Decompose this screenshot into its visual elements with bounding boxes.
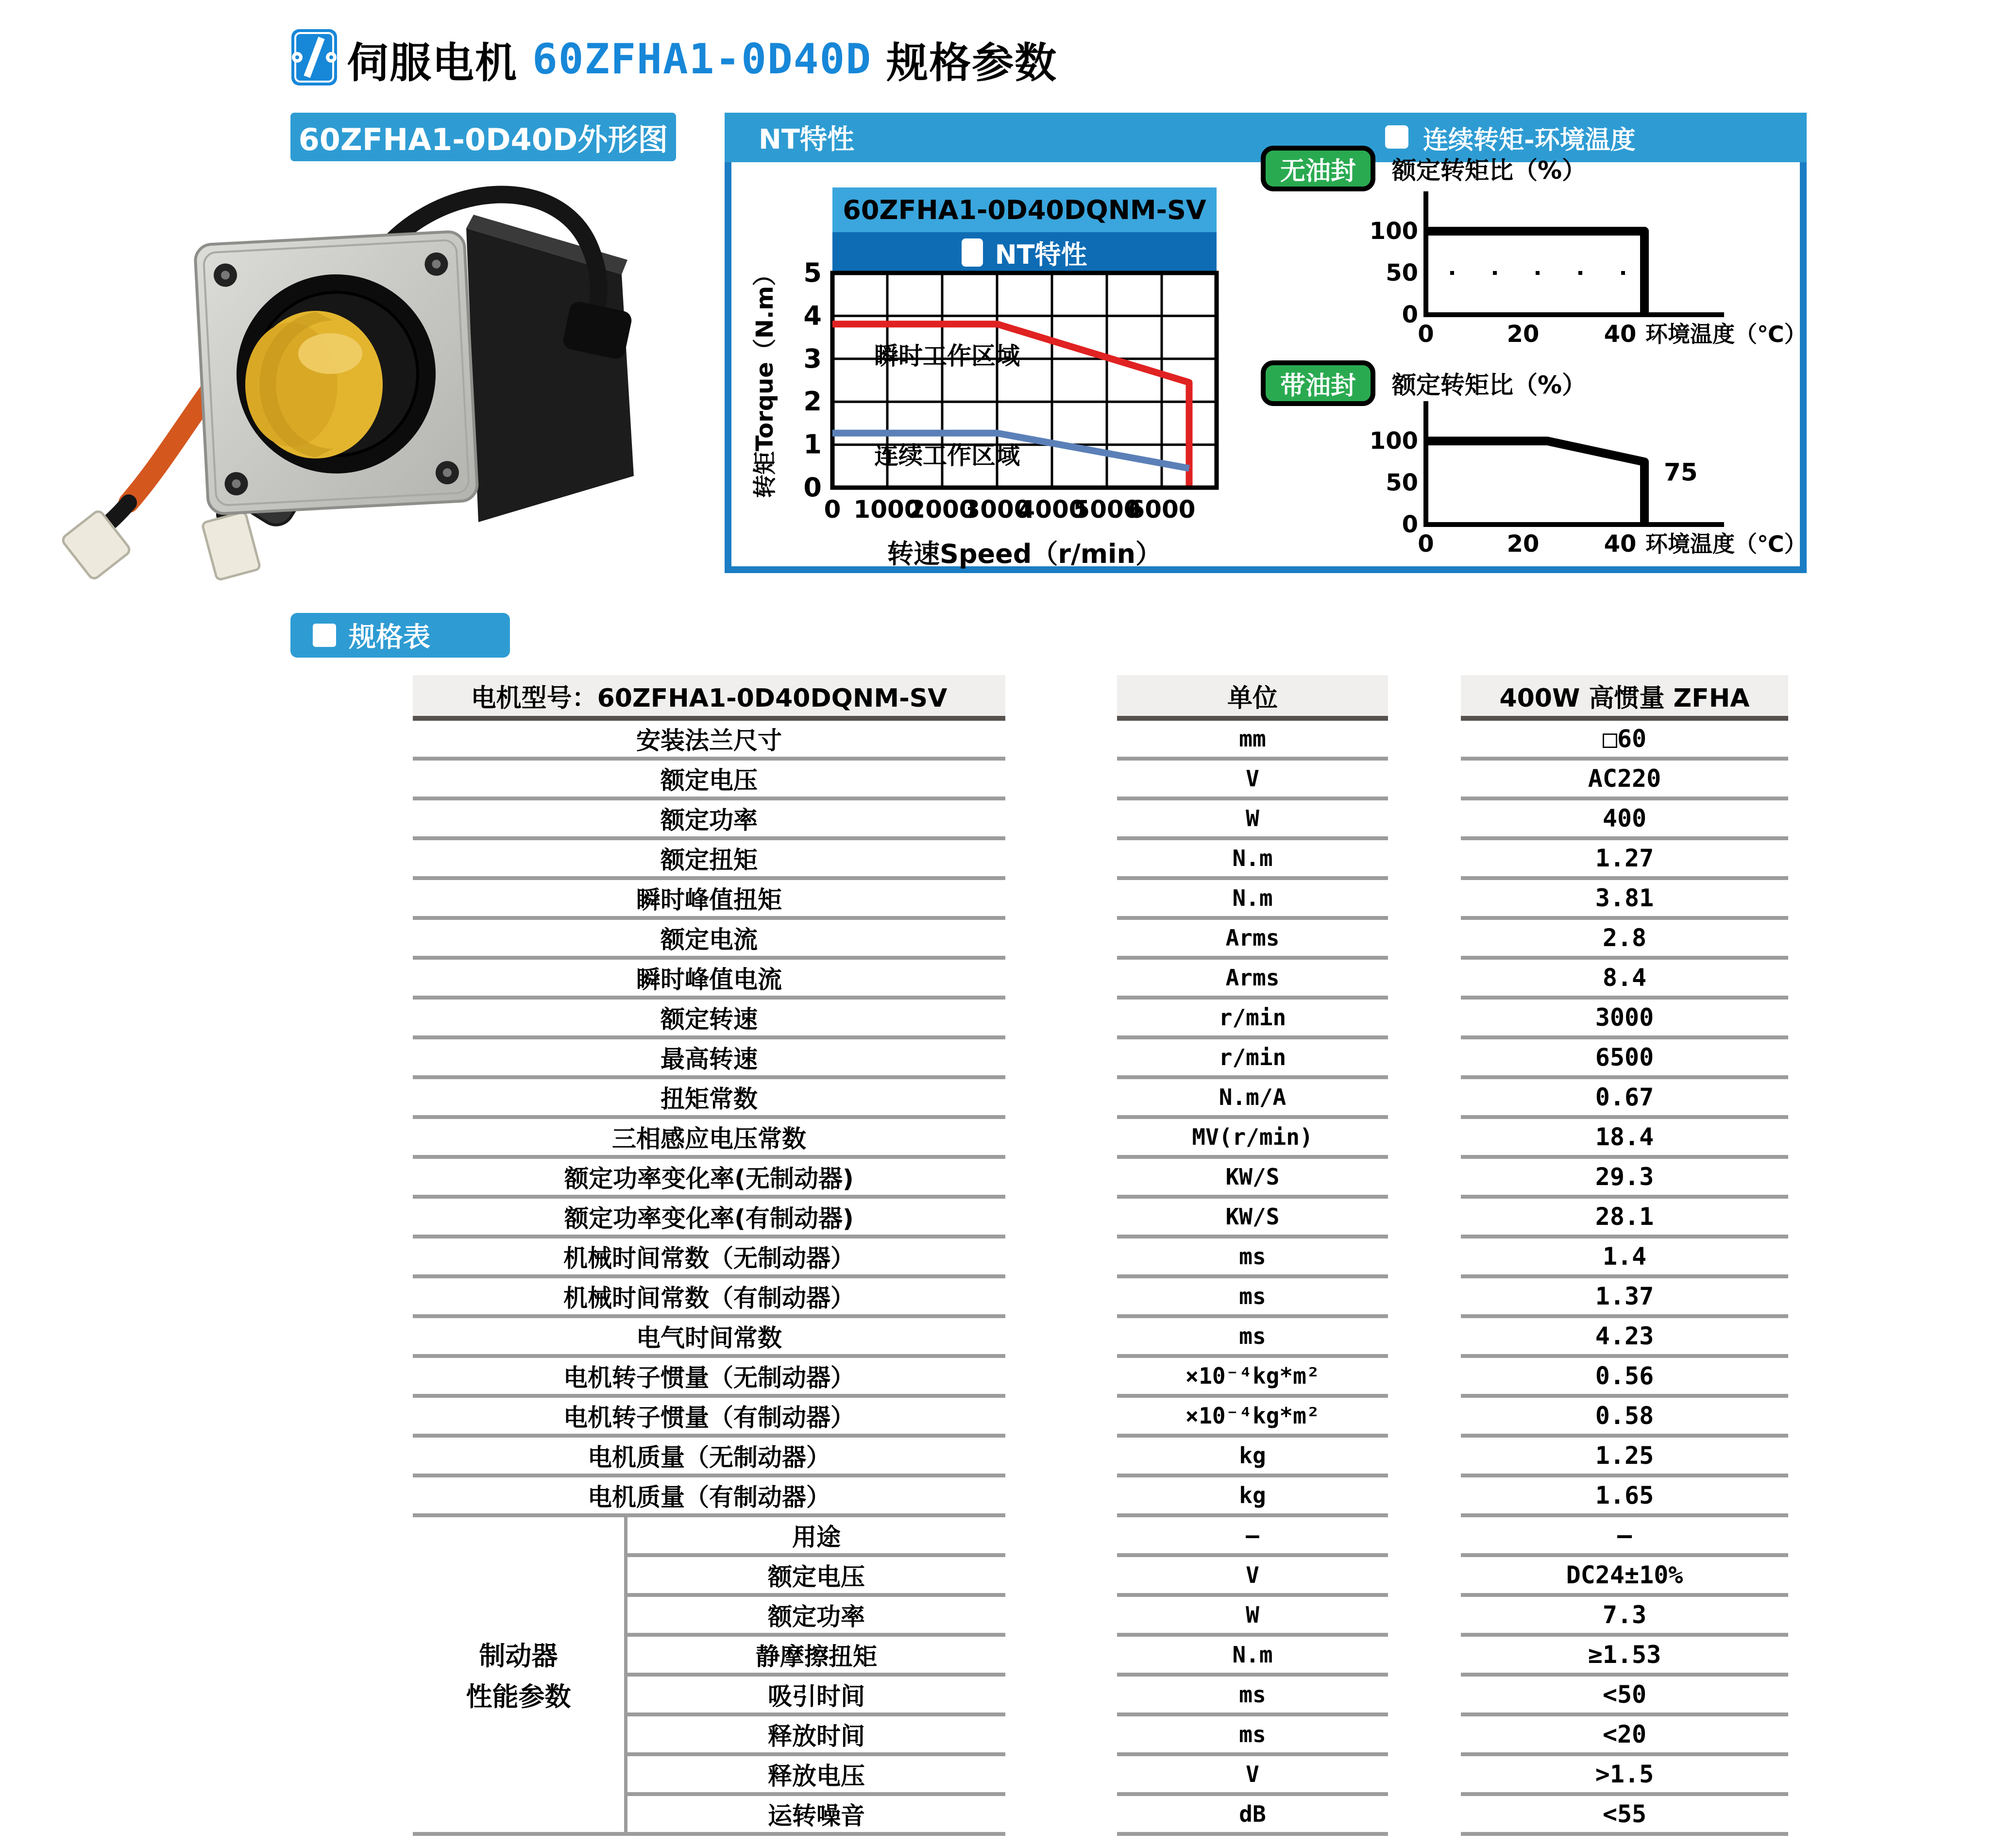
row-unit: ×10⁻⁴kg*m² bbox=[1185, 1403, 1320, 1429]
row-value: 29.3 bbox=[1595, 1163, 1654, 1191]
row-parameter: 运转噪音 bbox=[768, 1802, 865, 1830]
table-row bbox=[413, 1318, 1788, 1358]
row-parameter: 吸引时间 bbox=[768, 1682, 865, 1711]
table-header-series: 400W 高惯量 ZFHA bbox=[1461, 675, 1788, 716]
row-value: 1.65 bbox=[1595, 1481, 1654, 1509]
spec-table bbox=[413, 675, 1788, 1848]
row-value: 4.23 bbox=[1595, 1322, 1654, 1350]
row-parameter: 最高转速 bbox=[660, 1045, 758, 1073]
row-value: 1.27 bbox=[1595, 844, 1654, 872]
svg-text:4: 4 bbox=[803, 300, 822, 331]
row-value: DC24±10% bbox=[1566, 1561, 1683, 1589]
row-value: 0.56 bbox=[1595, 1362, 1654, 1390]
svg-text:环境温度（℃）: 环境温度（℃） bbox=[1645, 321, 1807, 347]
svg-text:40: 40 bbox=[1604, 321, 1637, 348]
table-row bbox=[413, 1358, 1788, 1398]
temp-chart-with-seal bbox=[1369, 394, 1807, 559]
table-row bbox=[413, 1278, 1788, 1318]
brake-cell-divider bbox=[624, 1517, 627, 1836]
svg-text:20: 20 bbox=[1507, 530, 1540, 558]
table-row bbox=[413, 1398, 1788, 1438]
svg-text:1: 1 bbox=[803, 429, 822, 460]
row-parameter: 机械时间常数（有制动器） bbox=[563, 1284, 855, 1312]
row-value: 3000 bbox=[1595, 1003, 1654, 1032]
brake-section-label: 制动器 性能参数 bbox=[466, 1641, 571, 1712]
page-title-model: 60ZFHA1-0D40D bbox=[532, 35, 872, 84]
ratio-label-1: 额定转矩比（%） bbox=[1392, 156, 1587, 185]
svg-text:1000: 1000 bbox=[853, 495, 921, 524]
svg-text:6000: 6000 bbox=[1128, 495, 1196, 524]
svg-text:0: 0 bbox=[1402, 301, 1418, 328]
table-header-unit: 单位 bbox=[1117, 675, 1388, 716]
row-value: 3.81 bbox=[1595, 884, 1654, 912]
row-unit: W bbox=[1246, 805, 1259, 831]
row-value: ≥1.53 bbox=[1588, 1641, 1661, 1669]
encoder-connector bbox=[202, 511, 260, 580]
row-parameter: 额定功率变化率(无制动器) bbox=[564, 1165, 854, 1193]
svg-text:0: 0 bbox=[803, 472, 822, 503]
row-value: □60 bbox=[1602, 725, 1647, 753]
row-parameter: 用途 bbox=[792, 1523, 841, 1551]
row-value: 1.4 bbox=[1602, 1242, 1647, 1271]
row-parameter: 释放电压 bbox=[768, 1762, 865, 1790]
row-parameter: 额定功率 bbox=[768, 1603, 865, 1631]
table-row bbox=[413, 1517, 1788, 1557]
page-title-prefix: 伺服电机 bbox=[347, 39, 518, 87]
table-row bbox=[413, 1039, 1788, 1079]
svg-text:20: 20 bbox=[1507, 321, 1540, 348]
row-unit: kg bbox=[1239, 1442, 1266, 1469]
row-parameter: 安装法兰尺寸 bbox=[636, 727, 782, 755]
row-value: <50 bbox=[1602, 1680, 1647, 1709]
table-row bbox=[413, 800, 1788, 840]
row-value: 1.37 bbox=[1595, 1282, 1654, 1310]
svg-text:50: 50 bbox=[1386, 259, 1418, 287]
row-unit: V bbox=[1246, 765, 1259, 792]
row-parameter: 额定转速 bbox=[660, 1005, 758, 1034]
row-unit: mm bbox=[1239, 726, 1266, 752]
row-parameter: 电机转子惯量（无制动器） bbox=[563, 1364, 855, 1392]
legend-square-icon bbox=[962, 238, 983, 267]
row-unit: MV(r/min) bbox=[1192, 1124, 1313, 1150]
svg-text:转矩Torque（N.m）: 转矩Torque（N.m） bbox=[751, 262, 779, 498]
svg-text:5000: 5000 bbox=[1073, 495, 1141, 524]
svg-text:转速Speed（r/min）: 转速Speed（r/min） bbox=[887, 539, 1162, 569]
nt-chart-subtitle: NT特性 bbox=[995, 239, 1087, 270]
row-parameter: 释放时间 bbox=[768, 1722, 865, 1750]
table-header-model: 电机型号：60ZFHA1-0D40DQNM-SV bbox=[413, 675, 1005, 716]
table-row bbox=[413, 761, 1788, 800]
row-unit: Arms bbox=[1225, 925, 1280, 951]
spec-table-badge-label: 规格表 bbox=[349, 622, 430, 653]
row-unit: r/min bbox=[1219, 1004, 1287, 1031]
ratio-label-2: 额定转矩比（%） bbox=[1392, 371, 1587, 399]
region-label-continuous: 连续工作区域 bbox=[874, 441, 1020, 470]
table-row bbox=[413, 920, 1788, 960]
row-unit: V bbox=[1246, 1562, 1259, 1588]
nt-chart bbox=[751, 257, 1267, 593]
row-parameter: 电机质量（无制动器） bbox=[588, 1443, 830, 1472]
region-label-instant: 瞬时工作区域 bbox=[874, 342, 1020, 370]
row-parameter: 额定扭矩 bbox=[660, 846, 758, 874]
row-parameter: 三相感应电压常数 bbox=[612, 1125, 806, 1153]
svg-text:4000: 4000 bbox=[1018, 495, 1086, 524]
table-row bbox=[413, 721, 1788, 761]
bullet-square-icon bbox=[1385, 125, 1408, 149]
row-unit: ms bbox=[1239, 1681, 1266, 1708]
nt-panel-header-right: 连续转矩-环境温度 bbox=[1423, 125, 1636, 155]
row-value: 6500 bbox=[1595, 1043, 1654, 1071]
svg-text:50: 50 bbox=[1386, 469, 1418, 496]
row-unit: N.m/A bbox=[1219, 1084, 1287, 1110]
row-value: 1.25 bbox=[1595, 1441, 1654, 1470]
shaft-cap bbox=[245, 311, 383, 458]
row-unit: ms bbox=[1239, 1323, 1266, 1349]
row-unit: ×10⁻⁴kg*m² bbox=[1185, 1363, 1320, 1389]
row-parameter: 扭矩常数 bbox=[660, 1085, 758, 1113]
svg-text:3: 3 bbox=[803, 343, 822, 374]
row-unit: ms bbox=[1239, 1721, 1266, 1747]
row-parameter: 额定电压 bbox=[660, 766, 758, 795]
table-row bbox=[413, 1238, 1788, 1278]
table-row bbox=[413, 1597, 1788, 1637]
row-parameter: 额定功率 bbox=[660, 806, 758, 834]
row-unit: kg bbox=[1239, 1482, 1266, 1509]
svg-text:100: 100 bbox=[1369, 427, 1418, 455]
table-row bbox=[413, 1477, 1788, 1517]
row-parameter: 电气时间常数 bbox=[636, 1324, 782, 1352]
row-unit: N.m bbox=[1232, 885, 1273, 911]
row-parameter: 额定功率变化率(有制动器) bbox=[564, 1204, 854, 1233]
svg-text:2000: 2000 bbox=[908, 495, 976, 524]
row-unit: dB bbox=[1239, 1801, 1266, 1827]
row-unit: — bbox=[1246, 1522, 1259, 1548]
svg-text:0: 0 bbox=[1418, 530, 1434, 558]
page-title bbox=[347, 30, 1057, 88]
table-row bbox=[413, 880, 1788, 920]
table-row bbox=[413, 1000, 1788, 1039]
row-parameter: 电机质量（有制动器） bbox=[588, 1483, 830, 1511]
nt-chart-title: 60ZFHA1-0D40DQNM-SV bbox=[832, 187, 1217, 232]
oil-seal-button: 带油封 bbox=[1261, 360, 1375, 406]
table-row bbox=[413, 840, 1788, 880]
row-unit: ms bbox=[1239, 1283, 1266, 1309]
row-value: 0.67 bbox=[1595, 1083, 1654, 1111]
table-row bbox=[413, 1716, 1788, 1756]
table-row bbox=[413, 1159, 1788, 1199]
row-unit: N.m bbox=[1232, 845, 1273, 871]
row-parameter: 额定电流 bbox=[660, 926, 758, 954]
nt-panel-header-left: NT特性 bbox=[759, 124, 855, 155]
svg-text:0: 0 bbox=[824, 495, 841, 524]
row-value: 0.58 bbox=[1595, 1402, 1654, 1430]
row-value: 7.3 bbox=[1602, 1601, 1647, 1629]
row-value: 18.4 bbox=[1595, 1123, 1654, 1151]
svg-text:40: 40 bbox=[1604, 530, 1637, 558]
svg-text:0: 0 bbox=[1418, 321, 1434, 348]
motor-body bbox=[466, 228, 634, 522]
row-value: 400 bbox=[1602, 804, 1647, 832]
row-parameter: 额定电压 bbox=[768, 1563, 865, 1591]
spec-table-badge bbox=[290, 613, 510, 658]
table-row bbox=[413, 1796, 1788, 1836]
row-parameter: 电机转子惯量（有制动器） bbox=[563, 1404, 855, 1432]
badge-square-icon bbox=[313, 624, 336, 647]
table-row bbox=[413, 1079, 1788, 1119]
svg-text:5: 5 bbox=[803, 257, 822, 288]
row-value: 8.4 bbox=[1602, 964, 1647, 992]
row-value: AC220 bbox=[1588, 764, 1661, 793]
svg-text:环境温度（℃）: 环境温度（℃） bbox=[1645, 531, 1807, 557]
row-value: — bbox=[1617, 1521, 1632, 1549]
nt-chart-subtitle-bar bbox=[832, 232, 1217, 273]
svg-text:0: 0 bbox=[1402, 511, 1418, 538]
row-unit: KW/S bbox=[1225, 1164, 1280, 1190]
row-parameter: 静摩擦扭矩 bbox=[756, 1643, 877, 1671]
svg-text:2: 2 bbox=[803, 386, 822, 417]
outline-panel-header: 60ZFHA1-0D40D外形图 bbox=[290, 113, 676, 161]
page-title-suffix: 规格参数 bbox=[886, 39, 1058, 87]
svg-text:75: 75 bbox=[1664, 458, 1698, 487]
row-value: >1.5 bbox=[1595, 1760, 1654, 1788]
row-value: <20 bbox=[1602, 1720, 1647, 1748]
row-parameter: 瞬时峰值扭矩 bbox=[636, 886, 782, 914]
table-row bbox=[413, 1199, 1788, 1238]
row-value: 2.8 bbox=[1602, 924, 1647, 952]
no-oil-seal-button: 无油封 bbox=[1261, 146, 1375, 191]
row-unit: KW/S bbox=[1225, 1204, 1280, 1230]
row-unit: V bbox=[1246, 1761, 1259, 1787]
row-unit: ms bbox=[1239, 1243, 1266, 1270]
svg-text:100: 100 bbox=[1369, 218, 1418, 245]
svg-text:3000: 3000 bbox=[963, 495, 1031, 524]
row-value: 28.1 bbox=[1595, 1203, 1654, 1231]
row-unit: r/min bbox=[1219, 1044, 1287, 1070]
table-row bbox=[413, 960, 1788, 1000]
row-unit: W bbox=[1246, 1602, 1259, 1628]
table-row bbox=[413, 1438, 1788, 1477]
motor-logo-icon bbox=[289, 27, 339, 87]
table-row bbox=[413, 1756, 1788, 1796]
motor-photo bbox=[63, 160, 694, 573]
row-unit: N.m bbox=[1232, 1642, 1273, 1668]
temp-chart-no-seal bbox=[1369, 185, 1807, 350]
row-parameter: 瞬时峰值电流 bbox=[636, 966, 782, 994]
row-parameter: 机械时间常数（无制动器） bbox=[563, 1244, 855, 1272]
row-unit: Arms bbox=[1225, 965, 1280, 991]
row-value: <55 bbox=[1602, 1800, 1647, 1828]
table-row bbox=[413, 1119, 1788, 1159]
table-row bbox=[413, 1557, 1788, 1597]
